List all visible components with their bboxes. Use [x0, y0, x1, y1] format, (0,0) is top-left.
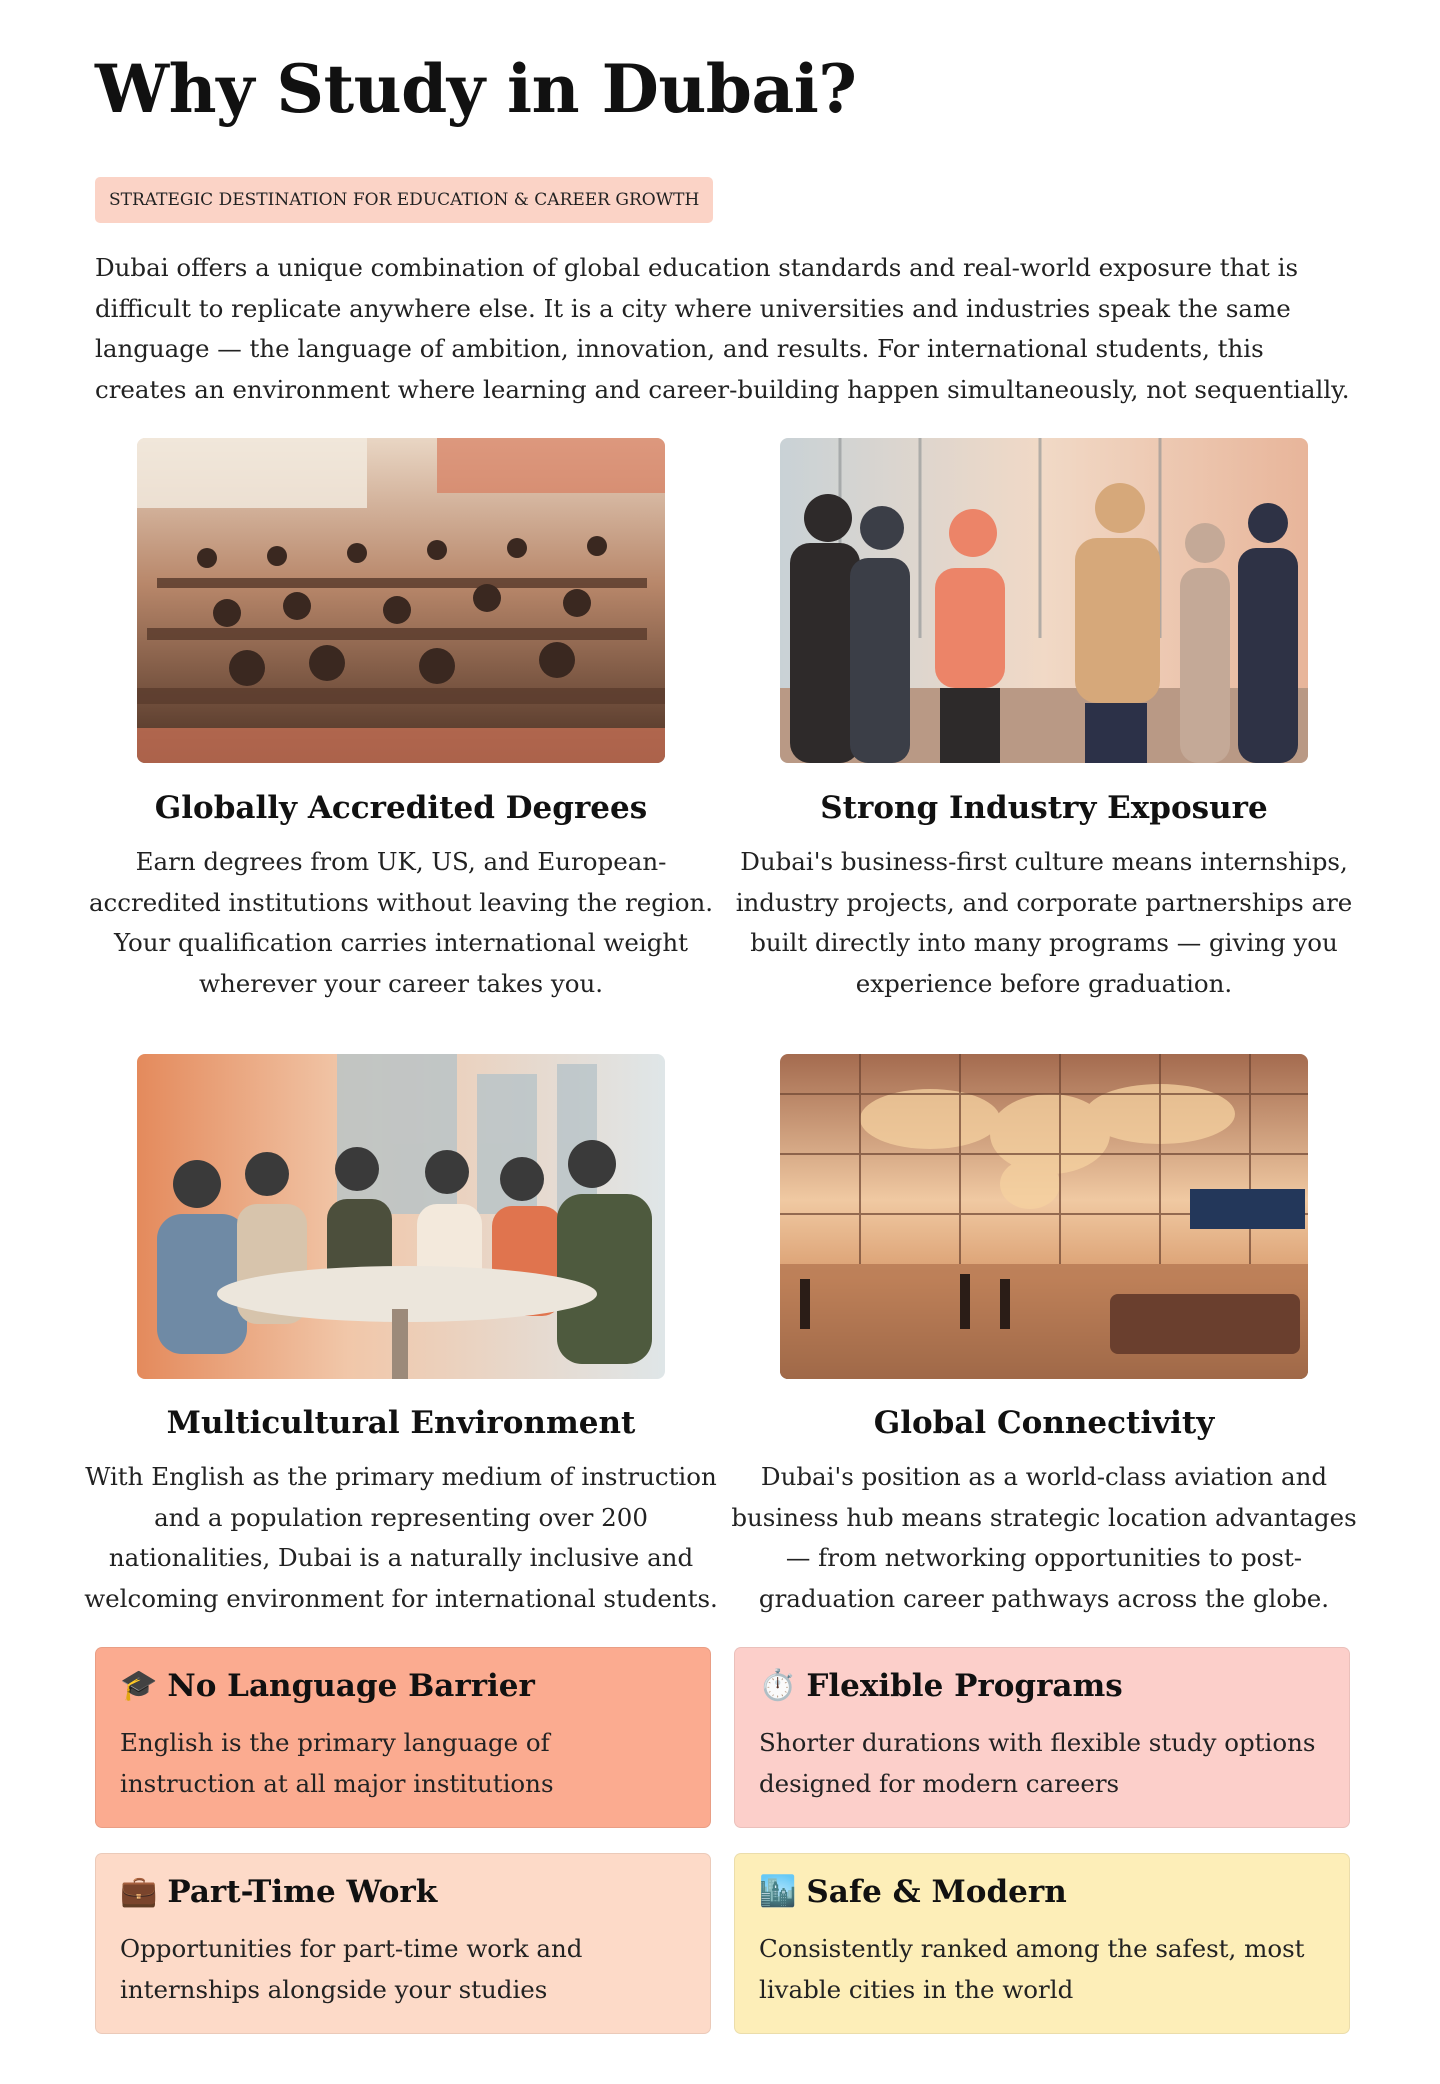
briefcase-icon: 💼 — [120, 1874, 158, 1909]
card-description: Shorter durations with flexible study options designed for modern careers — [759, 1728, 1316, 1798]
highlight-card — [734, 1853, 1350, 2034]
feature-description: With English as the primary medium of instruction and a population representing over 200 nationalities, Dubai is a naturally inclusive and welcoming environment for international students. — [84, 1462, 718, 1613]
group-study-photo — [137, 1054, 665, 1379]
cityscape-icon: 🏙️ — [759, 1874, 797, 1909]
card-description: Consistently ranked among the safest, most livable cities in the world — [759, 1934, 1305, 2004]
feature-title: Global Connectivity — [873, 1405, 1215, 1441]
page-title: Why Study in Dubai? — [95, 50, 857, 128]
intro-paragraph: Dubai offers a unique combination of global education standards and real-world exposure that is difficult to replicate anywhere else. It is a city where universities and industries speak the same language — the language of ambition, innovation, and results. For international students, this creates an environment where learning and career-building happen simultaneously, not sequentially. — [95, 253, 1350, 404]
feature-description: Earn degrees from UK, US, and European-accredited institutions without leaving the region. Your qualification carries international weight wherever your career takes you. — [88, 847, 714, 998]
highlight-card — [95, 1647, 711, 1828]
graduation-cap-icon: 🎓 — [120, 1668, 158, 1703]
feature-description: Dubai's position as a world-class aviation and business hub means strategic location advantages — from networking opportunities to post-graduation career pathways across the globe. — [731, 1462, 1357, 1613]
card-title: Part-Time Work — [167, 1874, 438, 1910]
highlight-card — [95, 1853, 711, 2034]
highlight-card — [734, 1647, 1350, 1828]
lecture-hall-photo — [137, 438, 665, 763]
card-description: English is the primary language of instruction at all major institutions — [120, 1728, 554, 1798]
card-title: No Language Barrier — [167, 1668, 535, 1704]
feature-title: Globally Accredited Degrees — [154, 790, 648, 826]
card-description: Opportunities for part-time work and internships alongside your studies — [120, 1934, 583, 2004]
card-title: Safe & Modern — [806, 1874, 1067, 1910]
networking-event-photo — [780, 438, 1308, 763]
feature-description: Dubai's business-first culture means internships, industry projects, and corporate partnerships are built directly into many programs — giving you experience before graduation. — [735, 847, 1353, 998]
stopwatch-icon: ⏱️ — [759, 1668, 797, 1703]
section-tag: STRATEGIC DESTINATION FOR EDUCATION & CAREER GROWTH — [95, 177, 713, 223]
feature-title: Strong Industry Exposure — [820, 790, 1268, 826]
card-title: Flexible Programs — [806, 1668, 1123, 1704]
feature-title: Multicultural Environment — [166, 1405, 636, 1441]
airport-terminal-photo — [780, 1054, 1308, 1379]
